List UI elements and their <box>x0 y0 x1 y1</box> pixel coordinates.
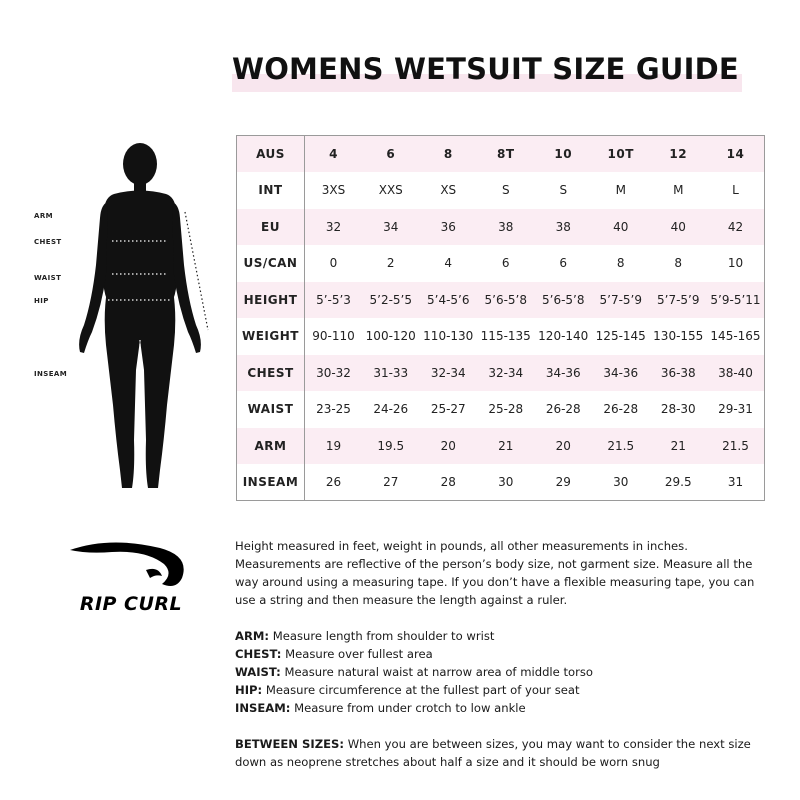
table-cell: 5’7-5’9 <box>592 282 650 319</box>
table-cell: 27 <box>383 475 399 489</box>
table-cell: 26-28 <box>603 402 639 417</box>
definition-text: Measure over fullest area <box>281 647 433 661</box>
between-sizes-text: When you are between sizes, you may want to consider the next size down as neoprene stretches about half a size and it should be worn snug <box>235 737 751 769</box>
table-cell: 110-130 <box>423 329 474 344</box>
table-cell: 29-31 <box>718 402 753 417</box>
table-cell: L <box>732 183 739 198</box>
definition-term: CHEST: <box>235 647 282 661</box>
waist-label: WAIST <box>34 274 62 282</box>
row-label: WEIGHT <box>237 318 305 355</box>
table-cell: 29 <box>555 475 571 489</box>
table-row <box>237 355 765 392</box>
table-row <box>237 428 765 465</box>
table-cell: 36-38 <box>650 355 708 392</box>
table-row <box>237 464 765 501</box>
definition-text: Measure circumference at the fullest part of your seat <box>262 683 580 697</box>
silhouette-icon <box>30 140 230 500</box>
definition-item <box>235 645 755 663</box>
table-cell: 34-36 <box>535 355 593 392</box>
definition-item <box>235 663 755 681</box>
table-row <box>237 136 765 173</box>
table-row <box>237 172 765 209</box>
table-cell: 42 <box>707 209 765 246</box>
table-cell: 21.5 <box>592 428 650 465</box>
table-cell: 4 <box>444 256 453 271</box>
table-row <box>237 209 765 246</box>
row-label: INT <box>237 172 305 209</box>
between-sizes-note <box>235 735 755 771</box>
definition-item <box>235 681 755 699</box>
row-label: AUS <box>237 136 305 173</box>
table-cell: 5’6-5’8 <box>477 282 535 319</box>
table-cell: 21 <box>477 428 535 465</box>
table-cell: M <box>615 183 626 198</box>
size-header-cell: 8T <box>477 136 535 173</box>
definition-item <box>235 699 755 717</box>
hip-label: HIP <box>34 297 49 305</box>
table-cell: 115-135 <box>480 329 531 344</box>
table-row <box>237 318 765 355</box>
definitions-list <box>235 627 755 717</box>
table-cell: 34-36 <box>592 355 650 392</box>
size-table <box>236 135 765 501</box>
table-cell: 5’9-5’11 <box>707 282 765 319</box>
table-cell: 21 <box>650 428 708 465</box>
size-header-cell: 10 <box>535 136 593 173</box>
definition-term: INSEAM: <box>235 701 291 715</box>
table-cell: 145-165 <box>710 329 761 344</box>
table-cell: 19 <box>305 428 363 465</box>
table-cell: 120-140 <box>538 329 589 344</box>
inseam-label: INSEAM <box>34 370 68 378</box>
table-cell: 38 <box>535 209 593 246</box>
table-cell: 34 <box>362 209 420 246</box>
table-cell: 31-33 <box>362 355 420 392</box>
table-cell: 10 <box>727 256 744 271</box>
table-cell: 2 <box>386 256 395 271</box>
table-row <box>237 245 765 282</box>
table-cell: 29.5 <box>664 475 692 489</box>
brand-name: RIP CURL <box>79 593 183 615</box>
table-cell: 3XS <box>321 183 346 198</box>
size-header-cell: 14 <box>707 136 765 173</box>
table-row <box>237 282 765 319</box>
table-cell: 25-28 <box>488 402 524 417</box>
definition-term: HIP: <box>235 683 263 697</box>
table-cell: XS <box>440 183 457 198</box>
table-cell: 30 <box>613 475 629 489</box>
wave-logo-icon <box>50 540 212 596</box>
table-cell: 20 <box>420 428 478 465</box>
row-label: INSEAM <box>237 464 305 501</box>
table-cell: 5’7-5’9 <box>650 282 708 319</box>
definition-term: WAIST: <box>235 665 281 679</box>
table-cell: 32-34 <box>477 355 535 392</box>
between-sizes-term: BETWEEN SIZES: <box>235 737 345 751</box>
table-cell: 6 <box>501 256 510 271</box>
table-cell: 5’4-5’6 <box>420 282 478 319</box>
table-cell: 24-26 <box>373 402 409 417</box>
table-cell: 0 <box>329 256 338 271</box>
definition-text: Measure length from shoulder to wrist <box>269 629 495 643</box>
table-cell: 32 <box>305 209 363 246</box>
table-cell: 90-110 <box>312 329 355 344</box>
table-cell: 5’2-5’5 <box>362 282 420 319</box>
definition-term: ARM: <box>235 629 270 643</box>
table-cell: M <box>673 183 684 198</box>
table-cell: 21.5 <box>707 428 765 465</box>
table-cell: 32-34 <box>420 355 478 392</box>
table-row <box>237 391 765 428</box>
size-header-cell: 6 <box>362 136 420 173</box>
table-cell: 38-40 <box>707 355 765 392</box>
definition-text: Measure from under crotch to low ankle <box>290 701 526 715</box>
table-cell: XXS <box>378 183 403 198</box>
arm-label: ARM <box>34 212 53 220</box>
table-cell: 28-30 <box>660 402 696 417</box>
table-cell: 26 <box>325 475 342 489</box>
table-cell: 130-155 <box>653 329 704 344</box>
brand-logo <box>50 540 212 618</box>
table-cell: S <box>559 183 568 198</box>
body-figure <box>30 140 230 500</box>
table-cell: 25-27 <box>430 402 466 417</box>
table-cell: 5’6-5’8 <box>535 282 593 319</box>
definition-text: Measure natural waist at narrow area of middle torso <box>280 665 594 679</box>
row-label: CHEST <box>237 355 305 392</box>
size-header-cell: 4 <box>305 136 363 173</box>
row-label: ARM <box>237 428 305 465</box>
table-cell: 26-28 <box>545 402 581 417</box>
table-cell: 100-120 <box>365 329 416 344</box>
row-label: WAIST <box>237 391 305 428</box>
table-cell: 38 <box>477 209 535 246</box>
row-label: HEIGHT <box>237 282 305 319</box>
table-cell: 40 <box>650 209 708 246</box>
row-label: EU <box>237 209 305 246</box>
table-cell: 20 <box>535 428 593 465</box>
table-cell: 30-32 <box>305 355 363 392</box>
page-title: WOMENS WETSUIT SIZE GUIDE <box>232 52 739 86</box>
table-cell: 40 <box>592 209 650 246</box>
table-cell: S <box>501 183 510 198</box>
table-cell: 8 <box>616 256 625 271</box>
table-cell: 8 <box>674 256 683 271</box>
table-cell: 31 <box>727 475 744 489</box>
table-cell: 28 <box>440 475 456 489</box>
table-cell: 23-25 <box>316 402 351 417</box>
size-header-cell: 8 <box>420 136 478 173</box>
table-cell: 6 <box>559 256 568 271</box>
definition-item <box>235 627 755 645</box>
size-header-cell: 12 <box>650 136 708 173</box>
table-cell: 5’-5’3 <box>305 282 363 319</box>
table-cell: 30 <box>498 475 514 489</box>
chest-label: CHEST <box>34 238 62 246</box>
table-cell: 19.5 <box>362 428 420 465</box>
notes-intro: Height measured in feet, weight in pounds, all other measurements in inches. Measurements are reflective of the person’s body size, not garment size. Measure all the way around using a measuring tape. If you don’t have a flexible measuring tape, you can use a string and then measure the length against a ruler. <box>235 539 755 607</box>
size-header-cell: 10T <box>592 136 650 173</box>
table-cell: 125-145 <box>595 329 646 344</box>
table-cell: 36 <box>420 209 478 246</box>
row-label: US/CAN <box>237 245 305 282</box>
measurement-notes <box>235 537 755 771</box>
title-block <box>232 52 744 92</box>
